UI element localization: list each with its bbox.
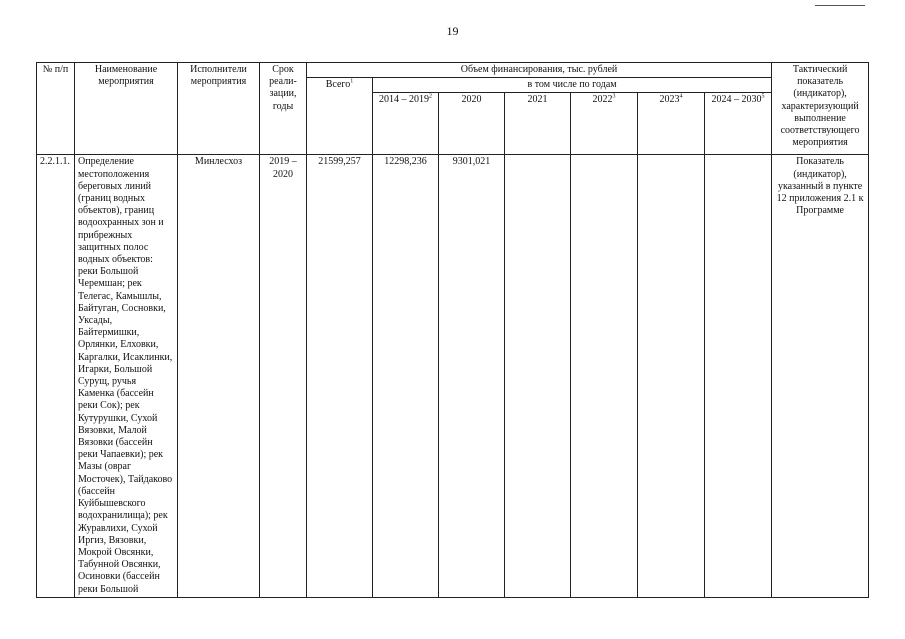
table-row: [37, 155, 869, 597]
row-period: 2019 – 2020: [260, 155, 307, 597]
funding-table: [36, 62, 869, 598]
header-y6: 2024 – 2030$^5$: [705, 93, 772, 155]
header-y5: 2023$^4$: [638, 93, 705, 155]
header-y1: 2014 – 2019$^2$: [373, 93, 439, 155]
corner-line: [815, 5, 865, 6]
row-executor: Минлесхоз: [178, 155, 260, 597]
header-funding: Объем финансирования, тыс. рублей: [307, 63, 772, 78]
page-number: 19: [446, 24, 459, 38]
header-executor: Исполнители мероприятия: [178, 63, 260, 155]
row-total: 21599,257: [307, 155, 373, 597]
row-y3: [505, 155, 571, 597]
header-y2: 2020: [439, 93, 505, 155]
header-indicator: Тактический показатель (индикатор), характеризующий выполнение соответствующего мероприятия: [772, 63, 869, 155]
header-name: Наименование мероприятия: [75, 63, 178, 155]
header-num: № п/п: [37, 63, 75, 155]
header-y4: 2022$^3$: [571, 93, 638, 155]
row-indicator: Показатель (индикатор), указанный в пункте 12 приложения 2.1 к Программе: [772, 155, 869, 597]
row-y1: 12298,236: [373, 155, 439, 597]
header-by-years: в том числе по годам: [373, 78, 772, 93]
row-y4: [571, 155, 638, 597]
row-num: 2.2.1.1.: [37, 155, 75, 597]
row-y2: 9301,021: [439, 155, 505, 597]
header-y3: 2021: [505, 93, 571, 155]
header-row-1: [37, 63, 869, 78]
row-y6: [705, 155, 772, 597]
header-period: Срок реали-зации, годы: [260, 63, 307, 155]
row-name: Определение местоположения береговых линий (границ водных объектов), границ водоохранных зон и прибрежных защитных полос водных объектов: реки Большой Черемшан; рек Телегас, Камышлы, Байтуган, Сосновки, Уксады, Байтермишки, Орлянки, Елховки, Каргалки, Исаклинки, Игарки, Большой Сурущ, ручья Каменка (бассейн реки Сок); рек Кутурушки, Сухой Вязовки, Малой Вязовки (бассейн реки Чапаевки); рек Мазы (овраг Мосточек), Тайдаково (бассейн Куйбышевского водохранилища); рек Журавлихи, Сухой Иргиз, Вязовки, Мокрой Овсянки, Табунной Овсянки, Осиновки (бассейн реки Большой: [75, 155, 178, 597]
header-total: Всего$^1$: [307, 78, 373, 155]
row-y5: [638, 155, 705, 597]
